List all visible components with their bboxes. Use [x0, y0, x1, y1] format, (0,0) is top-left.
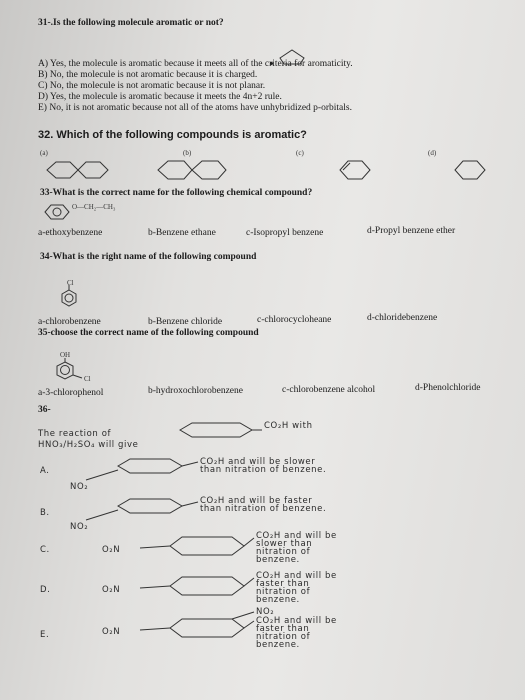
q36-choice-d-letter: D. [40, 585, 51, 595]
q36-number: 36- [38, 405, 51, 415]
q36-choice-e-no2: NO₂ [256, 607, 275, 617]
q36-choice-b-letter: B. [40, 508, 50, 518]
q32-question: 32. Which of the following compounds is aromatic? [38, 129, 307, 141]
q35-oh-label: OH [60, 351, 71, 359]
q36-choice-a-no2: NO₂ [70, 482, 89, 492]
q36-choice-c-line4: benzene. [256, 555, 300, 565]
q35-option-b: b-hydroxochlorobenzene [148, 386, 243, 396]
q36-stem-line2: HNO₃/H₂SO₄ will give [38, 440, 139, 450]
q36-choice-b-no2: NO₂ [70, 522, 89, 532]
q32-label-c: (c) [296, 149, 304, 157]
q33-substituent: O—CH₂—CH₃ [72, 203, 116, 211]
q31-option-c: C) No, the molecule is not aromatic because it is not planar. [38, 81, 266, 91]
q35-cl-label: Cl [84, 375, 91, 383]
q31-option-d: D) Yes, the molecule is aromatic because it meets the 4n+2 rule. [38, 92, 282, 102]
q33-option-b: b-Benzene ethane [148, 228, 216, 238]
q36-choice-e-letter: E. [40, 630, 50, 640]
q34-option-a: a-chlorobenzene [38, 317, 101, 327]
q34-option-c: c-chlorocycloheane [257, 315, 332, 325]
q31-option-b: B) No, the molecule is not aromatic because it is charged. [38, 70, 258, 80]
q31-question: 31-.Is the following molecule aromatic or not? [38, 18, 224, 28]
q34-cl-label: Cl [67, 279, 74, 287]
q36-choice-e-line1: CO₂H and will be [256, 616, 337, 626]
q32-label-a: (a) [40, 149, 48, 157]
q36-choice-e-line2: faster than [256, 624, 310, 634]
q35-option-c: c-chlorobenzene alcohol [282, 385, 376, 395]
q33-option-d: d-Propyl benzene ether [367, 226, 456, 236]
q33-option-c: c-Isopropyl benzene [246, 228, 324, 238]
q36-choice-a-letter: A. [40, 466, 50, 476]
q31-option-e: E) No, it is not aromatic because not all of the atoms have unhybridized p-orbitals. [38, 103, 352, 113]
q36-choice-a-line2: than nitration of benzene. [200, 465, 327, 475]
q36-stem-line1: The reaction of [38, 429, 112, 439]
q34-option-b: b-Benzene chloride [148, 317, 223, 327]
q35-question: 35-choose the correct name of the following compound [38, 328, 259, 338]
q36-choice-d-line4: benzene. [256, 595, 300, 605]
q36-choice-b-line1: CO₂H and will be faster [200, 496, 313, 506]
q31-option-a: A) Yes, the molecule is aromatic because it meets all of the criteria for aromaticity. [38, 59, 353, 69]
q36-choice-e-line3: nitration of [256, 632, 311, 642]
q36-choice-d-line1: CO₂H and will be [256, 571, 337, 581]
q36-choice-a-line1: CO₂H and will be slower [200, 457, 316, 467]
q34-option-d: d-chloridebenzene [367, 313, 438, 323]
q36-choice-d-line3: nitration of [256, 587, 311, 597]
q36-choice-e-o2n: O₂N [102, 627, 121, 637]
q36-choice-e-line4: benzene. [256, 640, 300, 650]
q36-choice-c-line1: CO₂H and will be [256, 531, 337, 541]
q35-option-a: a-3-chlorophenol [38, 388, 104, 398]
q34-question: 34-What is the right name of the following compound [40, 252, 257, 262]
q36-choice-c-letter: C. [40, 545, 50, 555]
q36-choice-c-line2: slower than [256, 539, 313, 549]
q36-choice-b-line2: than nitration of benzene. [200, 504, 327, 514]
q33-option-a: a-ethoxybenzene [38, 228, 103, 238]
q36-choice-c-line3: nitration of [256, 547, 311, 557]
q36-stem-group: CO₂H with [264, 421, 313, 431]
q36-choice-c-o2n: O₂N [102, 545, 121, 555]
q33-question: 33-What is the correct name for the following chemical compound? [40, 188, 313, 198]
q36-choice-d-o2n: O₂N [102, 585, 121, 595]
q32-label-d: (d) [428, 149, 437, 157]
q35-option-d: d-Phenolchloride [415, 383, 481, 393]
q32-label-b: (b) [183, 149, 192, 157]
q36-choice-d-line2: faster than [256, 579, 310, 589]
